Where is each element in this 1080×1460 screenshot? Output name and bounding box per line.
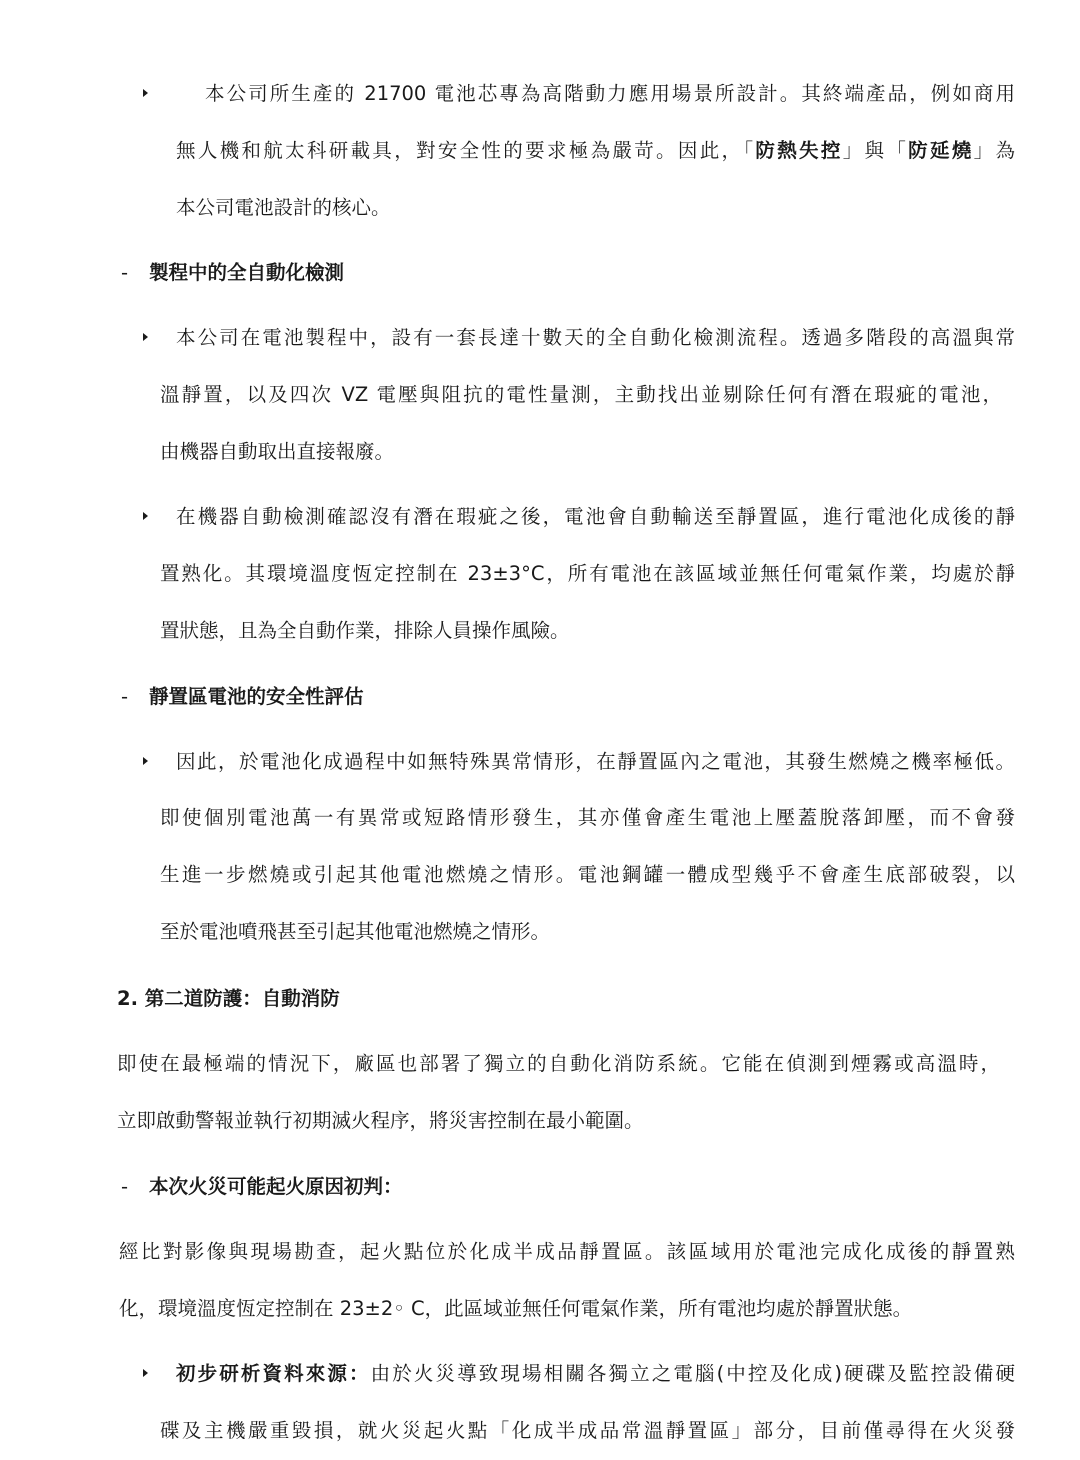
text-run: 」為	[973, 139, 1015, 162]
paragraph-line: 化，環境溫度恆定控制在 23±2◦ C，此區域並無任何電氣作業，所有電池均處於靜置狀態。	[119, 1297, 913, 1320]
section-dash: -	[121, 1175, 129, 1198]
bullet-icon	[143, 333, 148, 341]
paragraph-line: 置熟化。其環境溫度恆定控制在 23±3°C，所有電池在該區域並無任何電氣作業，均處於靜	[160, 562, 1015, 585]
section-heading: 2. 第二道防護：自動消防	[117, 987, 340, 1010]
paragraph-line: 由機器自動取出直接報廢。	[160, 440, 395, 463]
section-heading: 製程中的全自動化檢測	[149, 261, 345, 284]
paragraph-line: 置狀態，且為全自動作業，排除人員操作風險。	[160, 619, 570, 642]
paragraph-line: 即使在最極端的情況下，廠區也部署了獨立的自動化消防系統。它能在偵測到煙霧或高溫時，	[117, 1052, 1000, 1075]
bold-text: 防熱失控	[755, 139, 843, 162]
bullet-icon	[143, 512, 148, 520]
bullet-icon	[143, 757, 148, 765]
paragraph-line: 本公司電池設計的核心。	[176, 196, 391, 219]
paragraph-line: 經比對影像與現場勘查，起火點位於化成半成品靜置區。該區域用於電池完成化成後的靜置熟	[119, 1240, 1015, 1263]
bold-text: 初步研析資料來源：	[176, 1362, 371, 1385]
section-dash: -	[121, 685, 129, 708]
paragraph-line: 立即啟動警報並執行初期滅火程序，將災害控制在最小範圍。	[117, 1109, 644, 1132]
paragraph-line	[176, 141, 1015, 161]
text-run: 」與「	[842, 139, 909, 162]
text-run: 無人機和航太科研載具，對安全性的要求極為嚴苛。因此，「	[176, 139, 756, 162]
paragraph-line: 生進一步燃燒或引起其他電池燃燒之情形。電池鋼罐一體成型幾乎不會產生底部破裂，以	[160, 863, 1015, 886]
text-run: 由於火災導致現場相關各獨立之電腦(中控及化成)硬碟及監控設備硬	[370, 1362, 1015, 1385]
paragraph-line: 即使個別電池萬一有異常或短路情形發生，其亦僅會產生電池上壓蓋脫落卸壓，而不會發	[160, 806, 1015, 829]
bold-text: 防延燒	[908, 139, 974, 162]
paragraph-line: 至於電池噴飛甚至引起其他電池燃燒之情形。	[160, 920, 551, 943]
paragraph-line: 在機器自動檢測確認沒有潛在瑕疵之後，電池會自動輸送至靜置區，進行電池化成後的靜	[176, 505, 1015, 528]
bullet-icon	[143, 89, 148, 97]
paragraph-line	[176, 1364, 1015, 1384]
paragraph-line: 本公司所生產的 21700 電池芯專為高階動力應用場景所設計。其終端產品，例如商用	[205, 82, 1015, 105]
paragraph-line: 溫靜置，以及四次 VZ 電壓與阻抗的電性量測，主動找出並剔除任何有潛在瑕疵的電池，	[160, 383, 1002, 406]
paragraph-line: 因此，於電池化成過程中如無特殊異常情形，在靜置區內之電池，其發生燃燒之機率極低。	[176, 750, 1015, 773]
paragraph-line: 碟及主機嚴重毀損，就火災起火點「化成半成品常溫靜置區」部分，目前僅尋得在火災發	[160, 1419, 1015, 1442]
section-dash: -	[121, 261, 129, 284]
section-heading: 本次火災可能起火原因初判：	[149, 1175, 403, 1198]
paragraph-line: 本公司在電池製程中，設有一套長達十數天的全自動化檢測流程。透過多階段的高溫與常	[176, 326, 1015, 349]
section-heading: 靜置區電池的安全性評估	[149, 685, 364, 708]
bullet-icon	[143, 1369, 148, 1377]
